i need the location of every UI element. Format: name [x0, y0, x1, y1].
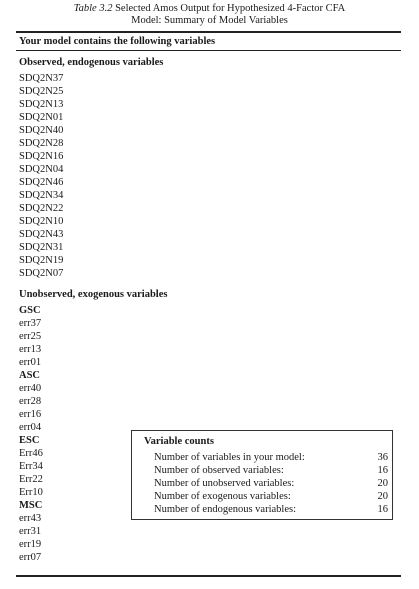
observed-variable: SDQ2N01: [19, 112, 64, 123]
observed-variable: SDQ2N04: [19, 164, 64, 175]
observed-variable: SDQ2N28: [19, 138, 64, 149]
top-rule: [16, 31, 401, 33]
count-row: [154, 451, 388, 464]
unobserved-variable: err16: [19, 409, 42, 420]
latent-factor-label: MSC: [19, 500, 43, 511]
unobserved-variable: Err34: [19, 461, 43, 472]
observed-variable: SDQ2N34: [19, 190, 64, 201]
count-value: 20: [377, 491, 388, 502]
count-row: [154, 490, 388, 503]
count-label: Number of endogenous variables:: [154, 504, 297, 515]
table-label: Table 3.2: [73, 3, 113, 14]
count-value: 20: [377, 478, 388, 489]
observed-variable: SDQ2N07: [19, 268, 64, 279]
count-label: Number of unobserved variables:: [154, 478, 295, 489]
unobserved-variable: err43: [19, 513, 42, 524]
variable-counts-box: [131, 430, 393, 520]
count-label: Number of observed variables:: [154, 465, 284, 476]
count-value: 16: [377, 465, 388, 476]
unobserved-variable-list: [19, 304, 43, 564]
observed-variable: SDQ2N31: [19, 242, 64, 253]
observed-heading: Observed, endogenous variables: [19, 57, 164, 68]
count-value: 16: [377, 504, 388, 515]
variable-counts-list: [154, 451, 388, 516]
unobserved-variable: err04: [19, 422, 42, 433]
observed-variable: SDQ2N13: [19, 99, 64, 110]
unobserved-variable: err37: [19, 318, 42, 329]
header-rule: [16, 50, 401, 51]
caption-line-1: [0, 3, 419, 15]
observed-variable: SDQ2N43: [19, 229, 64, 240]
unobserved-variable: err13: [19, 344, 42, 355]
observed-variable: SDQ2N40: [19, 125, 64, 136]
count-value: 36: [377, 452, 388, 463]
observed-variable: SDQ2N25: [19, 86, 64, 97]
table-caption: [0, 3, 419, 27]
latent-factor-label: GSC: [19, 305, 41, 316]
count-row: [154, 477, 388, 490]
model-header: Your model contains the following variables: [19, 36, 216, 47]
latent-factor-label: ESC: [19, 435, 40, 446]
observed-variable: SDQ2N16: [19, 151, 64, 162]
unobserved-heading: Unobserved, exogenous variables: [19, 289, 168, 300]
unobserved-variable: err19: [19, 539, 42, 550]
unobserved-variable: err40: [19, 383, 42, 394]
count-label: Number of variables in your model:: [154, 452, 305, 463]
count-row: [154, 464, 388, 477]
observed-variable: SDQ2N37: [19, 73, 64, 84]
unobserved-variable: Err22: [19, 474, 43, 485]
caption-line-2: Model: Summary of Model Variables: [131, 15, 288, 26]
observed-variable: SDQ2N22: [19, 203, 64, 214]
count-label: Number of exogenous variables:: [154, 491, 291, 502]
bottom-rule: [16, 575, 401, 577]
unobserved-variable: err28: [19, 396, 42, 407]
caption-title: Selected Amos Output for Hypothesized 4-Factor CFA: [115, 3, 346, 14]
unobserved-variable: Err10: [19, 487, 43, 498]
observed-variable: SDQ2N10: [19, 216, 64, 227]
count-row: [154, 503, 388, 516]
unobserved-variable: err01: [19, 357, 42, 368]
unobserved-variable: err07: [19, 552, 42, 563]
observed-variable: SDQ2N19: [19, 255, 64, 266]
observed-variable: SDQ2N46: [19, 177, 64, 188]
unobserved-variable: err31: [19, 526, 42, 537]
observed-variable-list: [19, 72, 63, 280]
unobserved-variable: err25: [19, 331, 42, 342]
latent-factor-label: ASC: [19, 370, 41, 381]
variable-counts-title: Variable counts: [144, 436, 214, 447]
unobserved-variable: Err46: [19, 448, 43, 459]
